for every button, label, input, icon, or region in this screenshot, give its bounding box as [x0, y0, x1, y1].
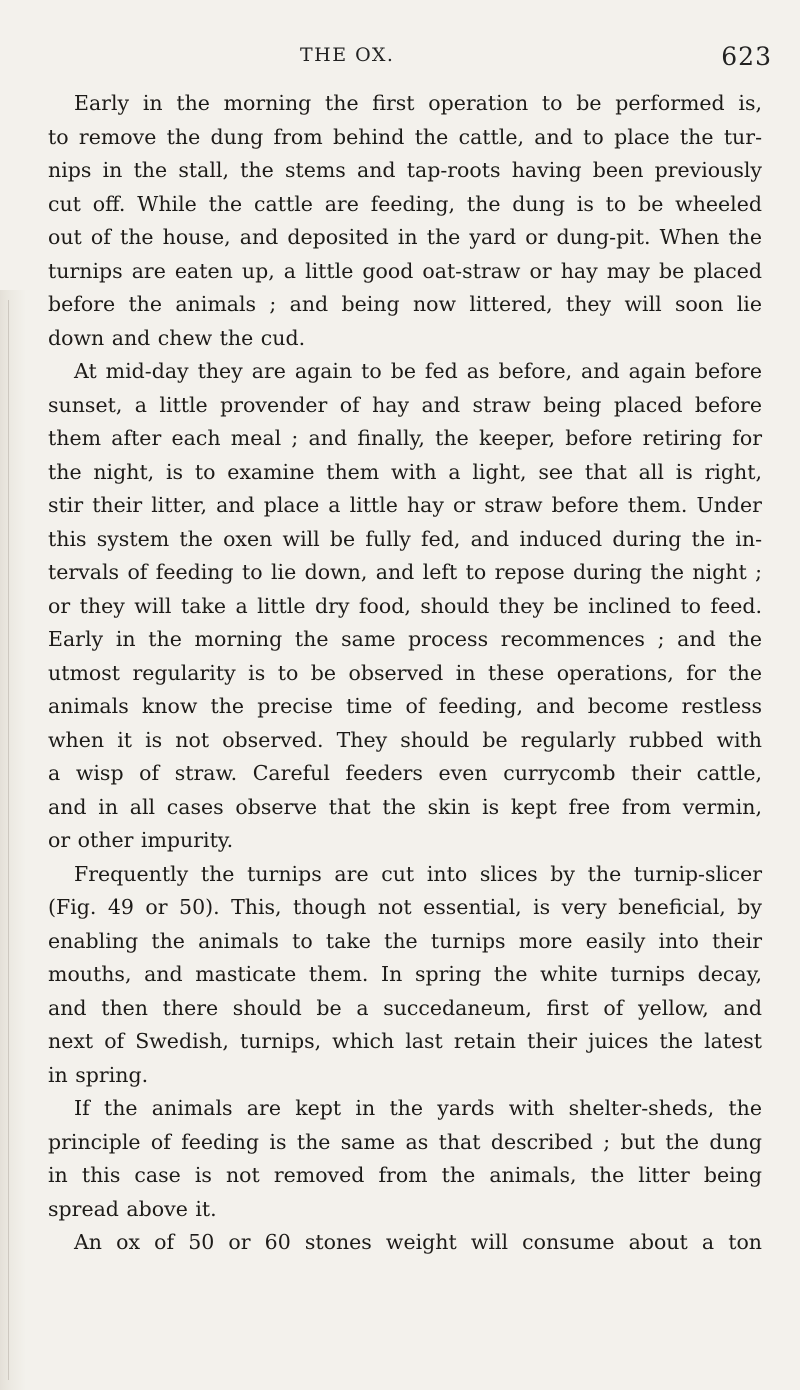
binding-shadow	[0, 290, 26, 1390]
text-line: when it is not observed. They should be regularly rubbed with	[48, 727, 762, 752]
text-line: sunset, a little provender of hay and straw being placed before	[48, 392, 762, 417]
paragraph-morning-routine	[48, 87, 762, 355]
text-line: to remove the dung from behind the cattle, and to place the tur-	[48, 124, 762, 149]
text-line: a wisp of straw. Careful feeders even currycomb their cattle,	[48, 761, 762, 785]
text-line: this system the oxen will be fully fed, and induced during the in-	[48, 526, 762, 551]
text-line: and then there should be a succedaneum, first of yellow, and	[48, 995, 762, 1020]
binding-edge	[8, 300, 13, 1380]
text-line: turnips are eaten up, a little good oat-straw or hay may be placed	[48, 258, 762, 283]
text-line: the night, is to examine them with a light, see that all is right,	[48, 459, 762, 484]
text-line: enabling the animals to take the turnips more easily into their	[48, 928, 762, 953]
body-text	[48, 87, 762, 1260]
text-line: (Fig. 49 or 50). This, though not essential, is very beneficial, by	[48, 895, 762, 919]
text-line: spread above it.	[48, 1196, 217, 1221]
text-line: or they will take a little dry food, should they be inclined to feed.	[48, 593, 762, 618]
text-line: Early in the morning the same process recommences ; and the	[48, 627, 762, 651]
page-number: 623	[721, 42, 772, 71]
text-line: stir their litter, and place a little hay or straw before them. Under	[48, 493, 762, 517]
text-line: and in all cases observe that the skin is kept free from vermin,	[48, 794, 762, 819]
text-line: At mid-day they are again to be fed as before, and again before	[74, 359, 762, 383]
text-line: or other impurity.	[48, 828, 234, 852]
paragraph-consumption	[48, 1226, 762, 1260]
text-line: in this case is not removed from the animals, the litter being	[48, 1163, 762, 1187]
text-line: nips in the stall, the stems and tap-roots having been previously	[48, 158, 762, 182]
running-title: THE OX.	[300, 44, 395, 66]
running-head	[0, 44, 800, 74]
text-line: tervals of feeding to lie down, and left to repose during the night ;	[48, 560, 762, 584]
text-line: utmost regularity is to be observed in these operations, for the	[48, 660, 762, 685]
text-line: cut off. While the cattle are feeding, the dung is to be wheeled	[48, 191, 762, 216]
text-line: An ox of 50 or 60 stones weight will consume about a ton	[74, 1230, 762, 1254]
text-line: them after each meal ; and finally, the keeper, before retiring for	[48, 426, 762, 450]
text-line: Early in the morning the first operation to be performed is,	[74, 91, 762, 115]
text-line: next of Swedish, turnips, which last retain their juices the latest	[48, 1029, 762, 1053]
paragraph-midday-feeding	[48, 355, 762, 858]
text-line: Frequently the turnips are cut into slices by the turnip-slicer	[74, 861, 762, 886]
text-line: principle of feeding is the same as that described ; but the dung	[48, 1129, 762, 1154]
text-line: mouths, and masticate them. In spring the white turnips decay,	[48, 962, 762, 986]
text-line: in spring.	[48, 1062, 149, 1087]
text-line: out of the house, and deposited in the yard or dung-pit. When the	[48, 225, 762, 249]
text-line: animals know the precise time of feeding, and become restless	[48, 694, 762, 718]
text-line: down and chew the cud.	[48, 325, 306, 350]
text-line: before the animals ; and being now littered, they will soon lie	[48, 292, 762, 316]
paragraph-shelter-sheds	[48, 1092, 762, 1226]
paragraph-turnip-slicing	[48, 858, 762, 1093]
text-line: If the animals are kept in the yards with shelter-sheds, the	[74, 1096, 762, 1120]
